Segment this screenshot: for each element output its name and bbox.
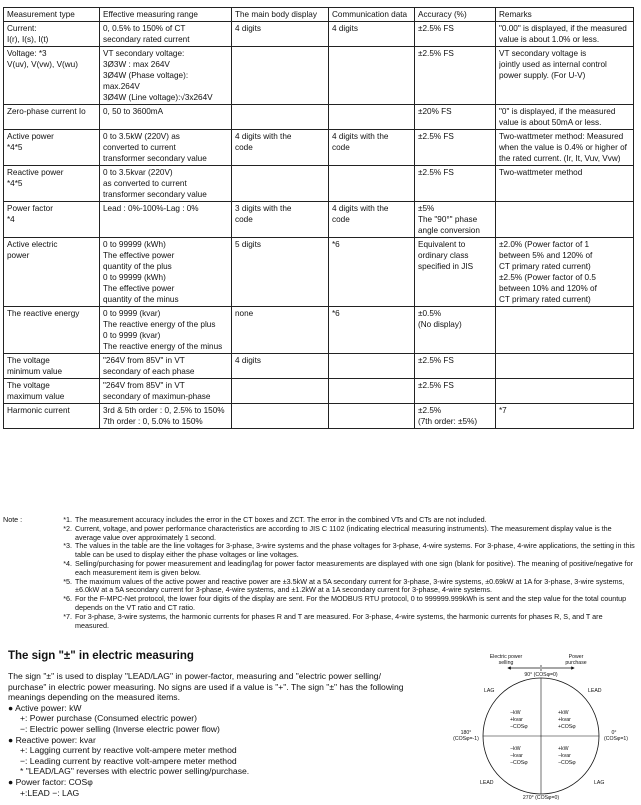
- cell-line: 4 digits: [235, 356, 261, 365]
- note-text: For the F-MPC-Net protocol, the lower four digits of the display are sent. For the MODBUS RTU protocol, 0 to 999999.999kWh is sent and the step value for the total countup depends on the VT ratio and CT ratio.: [75, 594, 627, 612]
- note-key: *7.: [63, 611, 72, 621]
- cell-line: ±0.5%: [418, 309, 442, 318]
- remarks-cell: [496, 22, 634, 47]
- cell-line: 0, 0.5% to 150% of CT: [103, 24, 186, 33]
- cell-line: *4*5: [7, 143, 23, 152]
- accuracy-cell: [415, 166, 496, 202]
- bottom-angle-label: 270° (COSφ=0): [522, 795, 560, 800]
- q1-cos: +COSφ: [558, 724, 576, 730]
- cell-line: The voltage: [7, 381, 50, 390]
- note-item: [3, 560, 635, 578]
- note-spacer: [3, 525, 39, 543]
- cell-line: none: [235, 309, 254, 318]
- communication-cell: [329, 166, 415, 202]
- cell-line: quantity of the plus: [103, 262, 172, 271]
- purchase-label-line1: Power: [568, 654, 584, 660]
- table-row: [4, 166, 634, 202]
- header-cell: Communication data: [329, 8, 415, 22]
- note-key: *1.: [63, 515, 72, 524]
- q3-kw: −kW: [510, 746, 521, 752]
- sign-item-detail: +:LEAD −: LAG: [20, 787, 80, 798]
- sign-item-detail: * "LEAD/LAG" reverses with electric power selling/purchase.: [20, 766, 250, 777]
- cell-line: The effective power: [103, 251, 175, 260]
- phase-diagram-svg: [448, 652, 634, 800]
- table-row: [4, 379, 634, 404]
- display-cell: [232, 202, 329, 238]
- sign-item-detail: −: Leading current by reactive volt-ampere meter method: [20, 755, 237, 766]
- display-cell: [232, 238, 329, 307]
- cell-line: code: [332, 215, 350, 224]
- cell-line: Active power: [7, 132, 54, 141]
- note-text: The values in the table are the line voltages for 3-phase, 3-wire systems and the phase voltages for 3-phase, 4-wire systems. For 3-phase, 4-wire applications, the setting in this table can be used to display either the phase voltages or line voltages.: [75, 541, 635, 560]
- cell-line: 0 to 9999 (kvar): [103, 331, 161, 340]
- table-row: [4, 202, 634, 238]
- cell-line: *4*5: [7, 179, 23, 188]
- note-key: *6.: [63, 594, 72, 604]
- cell-line: (No display): [418, 320, 462, 329]
- measuring-range-cell: [100, 354, 232, 379]
- sign-item-detail: −: Electric power selling (Inverse electric power flow): [20, 723, 220, 734]
- communication-cell: [329, 238, 415, 307]
- cell-line: power supply. (For U-V): [499, 71, 586, 80]
- communication-cell: [329, 105, 415, 130]
- note-key: *2.: [63, 523, 72, 533]
- sign-item-heading: ● Power factor: COSφ: [8, 776, 93, 787]
- note-item: [3, 542, 635, 560]
- measurement-type-cell: [4, 22, 100, 47]
- sign-intro-line: meanings depending on the measured items.: [8, 692, 180, 703]
- cell-line: 0 to 99999 (kWh): [103, 240, 166, 249]
- note-spacer: [3, 578, 39, 596]
- cell-line: Two-wattmeter method: [499, 168, 583, 177]
- table-row: [4, 105, 634, 130]
- accuracy-cell: [415, 379, 496, 404]
- cell-line: "264V from 85V" in VT: [103, 356, 185, 365]
- cell-line: quantity of the minus: [103, 295, 179, 304]
- note-text: The measurement accuracy includes the error in the CT boxes and ZCT. The error in the combined VTs and CTs are not included.: [75, 515, 487, 524]
- cell-line: 3rd & 5th order : 0, 2.5% to 150%: [103, 406, 225, 415]
- sign-intro-line: The sign "±" is used to display "LEAD/LAG" in power-factor, measuring and "electric power selling/: [8, 671, 381, 681]
- cell-line: Current:: [7, 24, 37, 33]
- measurement-type-cell: [4, 130, 100, 166]
- note-text: Current, voltage, and power performance characteristics are according to JIS C 1102 (indicating electrical measuring instruments). The measurement display value is the average value over approximately 1 second.: [75, 523, 612, 542]
- accuracy-cell: [415, 202, 496, 238]
- communication-cell: [329, 202, 415, 238]
- cell-line: (7th order: ±5%): [418, 417, 478, 426]
- q1-kw: +kW: [558, 710, 569, 716]
- cell-line: transformer secondary value: [103, 154, 207, 163]
- table-row: [4, 22, 634, 47]
- table-header-row: [4, 8, 634, 22]
- cell-line: The "90°" phase: [418, 215, 478, 224]
- cell-line: 4 digits with the: [235, 132, 292, 141]
- header-cell: Effective measuring range: [100, 8, 232, 22]
- sign-item-detail: +: Power purchase (Consumed electric power): [20, 713, 197, 724]
- measurement-type-cell: [4, 307, 100, 354]
- cell-line: Equivalent to: [418, 240, 466, 249]
- measurement-type-cell: [4, 238, 100, 307]
- cell-line: ±20% FS: [418, 107, 452, 116]
- left-angle-label-1: 180°: [460, 730, 472, 736]
- display-cell: [232, 307, 329, 354]
- note-spacer: [3, 595, 39, 613]
- cell-line: "0.00" is displayed, if the measured: [499, 24, 627, 33]
- left-angle-label-2: (COSφ=-1): [453, 736, 479, 742]
- table-row: [4, 47, 634, 105]
- remarks-cell: [496, 202, 634, 238]
- display-cell: [232, 379, 329, 404]
- accuracy-cell: [415, 404, 496, 429]
- lead-label-bottom-left: LEAD: [480, 780, 494, 786]
- cell-line: CT primary rated current): [499, 262, 591, 271]
- communication-cell: [329, 354, 415, 379]
- note-spacer: [3, 560, 39, 578]
- cell-line: max.264V: [103, 82, 140, 91]
- cell-line: code: [235, 215, 253, 224]
- display-cell: [232, 105, 329, 130]
- sign-item-heading: ● Active power: kW: [8, 702, 82, 713]
- spec-table: [3, 7, 634, 429]
- cell-line: code: [235, 143, 253, 152]
- cell-line: 5 digits: [235, 240, 261, 249]
- lag-label-bottom-right: LAG: [594, 780, 605, 786]
- cell-line: 3Ø3W : max 264V: [103, 60, 170, 69]
- cell-line: 4 digits with the: [332, 204, 389, 213]
- cell-line: VT secondary voltage is: [499, 49, 587, 58]
- cell-line: transformer secondary value: [103, 190, 207, 199]
- cell-line: when the value is 0.4% or higher of: [499, 143, 627, 152]
- cell-line: secondary of each phase: [103, 367, 195, 376]
- cell-line: power: [7, 251, 30, 260]
- communication-cell: [329, 307, 415, 354]
- cell-line: ±2.5% FS: [418, 356, 454, 365]
- cell-line: *6: [332, 309, 340, 318]
- cell-line: between 5% and 120% of: [499, 251, 593, 260]
- cell-line: converted to current: [103, 143, 176, 152]
- accuracy-cell: [415, 47, 496, 105]
- cell-line: ±2.5% FS: [418, 381, 454, 390]
- notes-section: [3, 516, 635, 630]
- accuracy-cell: [415, 238, 496, 307]
- cell-line: 4 digits with the: [332, 132, 389, 141]
- note-text: Selling/purchasing for power measurement and leading/lag for power factor measurements are displayed with one sign (blank for positive). The meaning of positive/negative for each measurement item is given below.: [75, 558, 633, 577]
- measuring-range-cell: [100, 238, 232, 307]
- lag-label-top-left: LAG: [484, 688, 495, 694]
- cell-line: The reactive energy: [7, 309, 80, 318]
- q4-cos: −COSφ: [558, 760, 576, 766]
- communication-cell: [329, 130, 415, 166]
- header-cell: Measurement type: [4, 8, 100, 22]
- header-cell: Remarks: [496, 8, 634, 22]
- cell-line: 4 digits: [235, 24, 261, 33]
- q4-kvar: −kvar: [558, 753, 571, 759]
- cell-line: 0 to 99999 (kWh): [103, 273, 166, 282]
- header-cell: Accuracy (%): [415, 8, 496, 22]
- measuring-range-cell: [100, 166, 232, 202]
- cell-line: VT secondary voltage:: [103, 49, 185, 58]
- q4-kw: +kW: [558, 746, 569, 752]
- display-cell: [232, 130, 329, 166]
- remarks-cell: [496, 379, 634, 404]
- cell-line: Voltage: *3: [7, 49, 47, 58]
- note-item: [3, 578, 635, 596]
- remarks-cell: [496, 166, 634, 202]
- sign-section-body: [8, 671, 483, 798]
- table-row: [4, 130, 634, 166]
- right-angle-label-1: 0°: [611, 730, 617, 736]
- note-text: For 3-phase, 3-wire systems, the harmonic currents for phases R and T are measured. For 3-phase, 4-wire systems, the harmonic currents for phases R, S, and T are measured.: [75, 611, 603, 630]
- cell-line: the rated current. (Ir, It, Vuv, Vvw): [499, 154, 621, 163]
- cell-line: specified in JIS: [418, 262, 474, 271]
- measuring-range-cell: [100, 47, 232, 105]
- cell-line: ±2.0% (Power factor of 1: [499, 240, 590, 249]
- cell-line: Zero-phase current Io: [7, 107, 86, 116]
- table-row: [4, 238, 634, 307]
- cell-line: value is about 50mA or less.: [499, 118, 602, 127]
- measuring-range-cell: [100, 105, 232, 130]
- cell-line: code: [332, 143, 350, 152]
- selling-label-line1: Electric power: [489, 654, 523, 660]
- top-angle-label: 90° (COSφ=0): [524, 672, 558, 678]
- cell-line: value is about 1.0% or less.: [499, 35, 600, 44]
- remarks-cell: [496, 354, 634, 379]
- cell-line: I(r), I(s), I(t): [7, 35, 49, 44]
- measurement-type-cell: [4, 379, 100, 404]
- q2-kw: −kW: [510, 710, 521, 716]
- note-spacer: [3, 613, 39, 631]
- sign-items-list: [8, 703, 483, 798]
- measurement-type-cell: [4, 166, 100, 202]
- cell-line: V(uv), V(vw), V(wu): [7, 60, 78, 69]
- selling-label-line2: selling: [498, 660, 514, 666]
- cell-line: 0 to 9999 (kvar): [103, 309, 161, 318]
- note-item: [3, 525, 635, 543]
- cell-line: maximum value: [7, 392, 65, 401]
- cell-line: ±2.5%: [418, 406, 442, 415]
- table-body: [4, 22, 634, 429]
- cell-line: "264V from 85V" in VT: [103, 381, 185, 390]
- cell-line: 3Ø4W (Line voltage):√3x264V: [103, 93, 213, 102]
- remarks-cell: [496, 238, 634, 307]
- display-cell: [232, 166, 329, 202]
- accuracy-cell: [415, 354, 496, 379]
- cell-line: Active electric: [7, 240, 58, 249]
- cell-line: 0, 50 to 3600mA: [103, 107, 164, 116]
- communication-cell: [329, 404, 415, 429]
- q3-cos: −COSφ: [510, 760, 528, 766]
- cell-line: Reactive power: [7, 168, 64, 177]
- note-item: [3, 613, 635, 631]
- q3-kvar: −kvar: [510, 753, 523, 759]
- measuring-range-cell: [100, 307, 232, 354]
- cell-line: CT primary rated current): [499, 295, 591, 304]
- measuring-range-cell: [100, 22, 232, 47]
- cell-line: 3Ø4W (Phase voltage):: [103, 71, 189, 80]
- sign-intro: [8, 671, 483, 703]
- cell-line: ±5%: [418, 204, 435, 213]
- note-spacer: [3, 542, 39, 560]
- display-cell: [232, 354, 329, 379]
- measurement-type-cell: [4, 47, 100, 105]
- remarks-cell: [496, 105, 634, 130]
- cell-line: ordinary class: [418, 251, 469, 260]
- cell-line: minimum value: [7, 367, 63, 376]
- measuring-range-cell: [100, 404, 232, 429]
- notes-label: Note :: [3, 515, 23, 524]
- sign-item-detail: +: Lagging current by reactive volt-ampere meter method: [20, 745, 237, 756]
- cell-line: Lead : 0%-100%-Lag : 0%: [103, 204, 199, 213]
- measurement-type-cell: [4, 105, 100, 130]
- cell-line: 3 digits with the: [235, 204, 292, 213]
- table-row: [4, 404, 634, 429]
- accuracy-cell: [415, 130, 496, 166]
- cell-line: angle conversion: [418, 226, 480, 235]
- table-row: [4, 307, 634, 354]
- accuracy-cell: [415, 307, 496, 354]
- measurement-type-cell: [4, 354, 100, 379]
- cell-line: Power factor: [7, 204, 53, 213]
- cell-line: *6: [332, 240, 340, 249]
- cell-line: between 10% and 120% of: [499, 284, 597, 293]
- cell-line: *7: [499, 406, 507, 415]
- cell-line: *4: [7, 215, 15, 224]
- q2-cos: −COSφ: [510, 724, 528, 730]
- cell-line: jointly used as internal control: [499, 60, 607, 69]
- table-row: [4, 354, 634, 379]
- note-key: *4.: [63, 558, 72, 568]
- accuracy-cell: [415, 22, 496, 47]
- remarks-cell: [496, 47, 634, 105]
- cell-line: The effective power: [103, 284, 175, 293]
- purchase-label-line2: purchase: [565, 660, 587, 666]
- q2-kvar: +kvar: [510, 717, 523, 723]
- cell-line: secondary rated current: [103, 35, 190, 44]
- cell-line: ±2.5% (Power factor of 0.5: [499, 273, 596, 282]
- measuring-range-cell: [100, 379, 232, 404]
- cell-line: ±2.5% FS: [418, 132, 454, 141]
- measuring-range-cell: [100, 130, 232, 166]
- communication-cell: [329, 22, 415, 47]
- sign-intro-line: purchase" in electric power measuring. No signs are used if a value is "+". The sign "±" has the following: [8, 681, 404, 692]
- cell-line: The reactive energy of the plus: [103, 320, 216, 329]
- measurement-type-cell: [4, 202, 100, 238]
- remarks-cell: [496, 404, 634, 429]
- cell-line: secondary of maximun-phase: [103, 392, 211, 401]
- display-cell: [232, 22, 329, 47]
- cell-line: as converted to current: [103, 179, 187, 188]
- cell-line: ±2.5% FS: [418, 24, 454, 33]
- right-angle-label-2: (COSφ=1): [604, 736, 628, 742]
- cell-line: 7th order : 0, 5.0% to 150%: [103, 417, 203, 426]
- header-cell: The main body display: [232, 8, 329, 22]
- communication-cell: [329, 47, 415, 105]
- display-cell: [232, 404, 329, 429]
- note-key: *5.: [63, 576, 72, 586]
- cell-line: 0 to 3.5kvar (220V): [103, 168, 173, 177]
- note-text: The maximum values of the active power and reactive power are ±3.5kW at a 5A secondary current for 3-phase, 3-wire systems, ±0.69kW at 1A for 3-phase, 3-wire systems, ±6.0kW at a 5A secondary current for 3-phase, 4-wire systems, and ±1.2kW at a 1A secondary current for 3-phase, 4-wire systems.: [75, 576, 625, 595]
- remarks-cell: [496, 307, 634, 354]
- cell-line: Two-wattmeter method: Measured: [499, 132, 624, 141]
- cell-line: ±2.5% FS: [418, 49, 454, 58]
- sign-section-title: The sign "±" in electric measuring: [8, 650, 194, 662]
- cell-line: 0 to 3.5kW (220V) as: [103, 132, 180, 141]
- q1-kvar: +kvar: [558, 717, 571, 723]
- cell-line: ±2.5% FS: [418, 168, 454, 177]
- measuring-range-cell: [100, 202, 232, 238]
- cell-line: The reactive energy of the minus: [103, 342, 223, 351]
- cell-line: 4 digits: [332, 24, 358, 33]
- cell-line: Harmonic current: [7, 406, 70, 415]
- lead-label-top-right: LEAD: [588, 688, 602, 694]
- remarks-cell: [496, 130, 634, 166]
- cell-line: "0" is displayed, if the measured: [499, 107, 616, 116]
- sign-item-heading: ● Reactive power: kvar: [8, 734, 96, 745]
- accuracy-cell: [415, 105, 496, 130]
- measurement-type-cell: [4, 404, 100, 429]
- phase-diagram: [448, 652, 634, 800]
- cell-line: The voltage: [7, 356, 50, 365]
- note-item: [3, 595, 635, 613]
- communication-cell: [329, 379, 415, 404]
- display-cell: [232, 47, 329, 105]
- note-key: *3.: [63, 541, 72, 551]
